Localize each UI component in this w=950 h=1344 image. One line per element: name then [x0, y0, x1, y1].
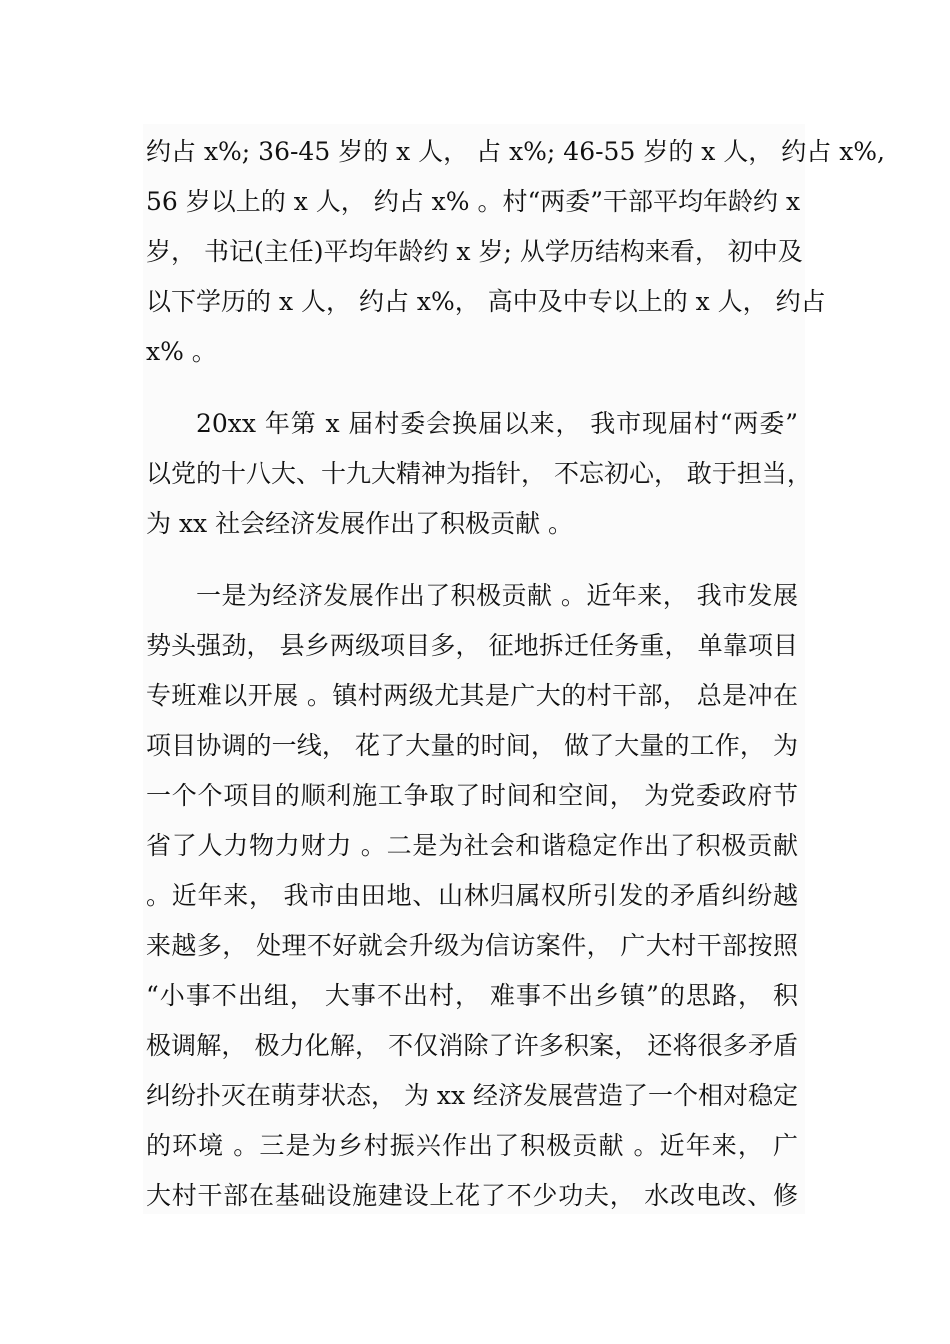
paragraph-3-line-12: 的环境 。三是为乡村振兴作出了积极贡献 。近年来， 广: [146, 1131, 798, 1160]
paragraph-2-line-3: 为 xx 社会经济发展作出了积极贡献 。: [146, 509, 574, 538]
paragraph-1-line-4: 以下学历的 x 人， 约占 x%， 高中及中专以上的 x 人， 约占: [146, 287, 826, 316]
paragraph-3-line-1: 一是为经济发展作出了积极贡献 。近年来， 我市发展: [196, 581, 798, 610]
paragraph-1-line-1: 约占 x%; 36-45 岁的 x 人， 占 x%; 46-55 岁的 x 人， 约占 x%,: [146, 137, 886, 166]
paragraph-1-line-2: 56 岁以上的 x 人， 约占 x% 。村“两委”干部平均年龄约 x: [146, 187, 801, 216]
paragraph-3-line-4: 项目协调的一线， 花了大量的时间， 做了大量的工作， 为: [146, 731, 798, 760]
paragraph-1-line-5: x% 。: [146, 337, 217, 366]
paragraph-3-line-9: “小事不出组， 大事不出村， 难事不出乡镇”的思路， 积: [146, 981, 798, 1010]
paragraph-3-line-11: 纠纷扑灭在萌芽状态， 为 xx 经济发展营造了一个相对稳定: [146, 1081, 799, 1110]
paragraph-2-line-2: 以党的十八大、十九大精神为指针， 不忘初心， 敢于担当，: [146, 459, 812, 488]
paragraph-3-line-8: 来越多， 处理不好就会升级为信访案件， 广大村干部按照: [146, 931, 798, 960]
paragraph-3-line-13: 大村干部在基础设施建设上花了不少功夫， 水改电改、修: [146, 1181, 798, 1210]
paragraph-3-line-3: 专班难以开展 。镇村两级尤其是广大的村干部， 总是冲在: [146, 681, 798, 710]
paragraph-3-line-2: 势头强劲， 县乡两级项目多， 征地拆迁任务重， 单靠项目: [146, 631, 798, 660]
paragraph-3-line-10: 极调解， 极力化解， 不仅消除了许多积案， 还将很多矛盾: [146, 1031, 798, 1060]
paragraph-1-line-3: 岁， 书记(主任)平均年龄约 x 岁; 从学历结构来看， 初中及: [146, 237, 803, 266]
paragraph-2-line-1: 20xx 年第 x 届村委会换届以来， 我市现届村“两委”: [196, 409, 798, 438]
paragraph-3-line-7: 。近年来， 我市由田地、山林归属权所引发的矛盾纠纷越: [146, 881, 798, 910]
paragraph-3-line-5: 一个个项目的顺利施工争取了时间和空间， 为党委政府节: [146, 781, 798, 810]
paragraph-3-line-6: 省了人力物力财力 。二是为社会和谐稳定作出了积极贡献: [146, 831, 798, 860]
